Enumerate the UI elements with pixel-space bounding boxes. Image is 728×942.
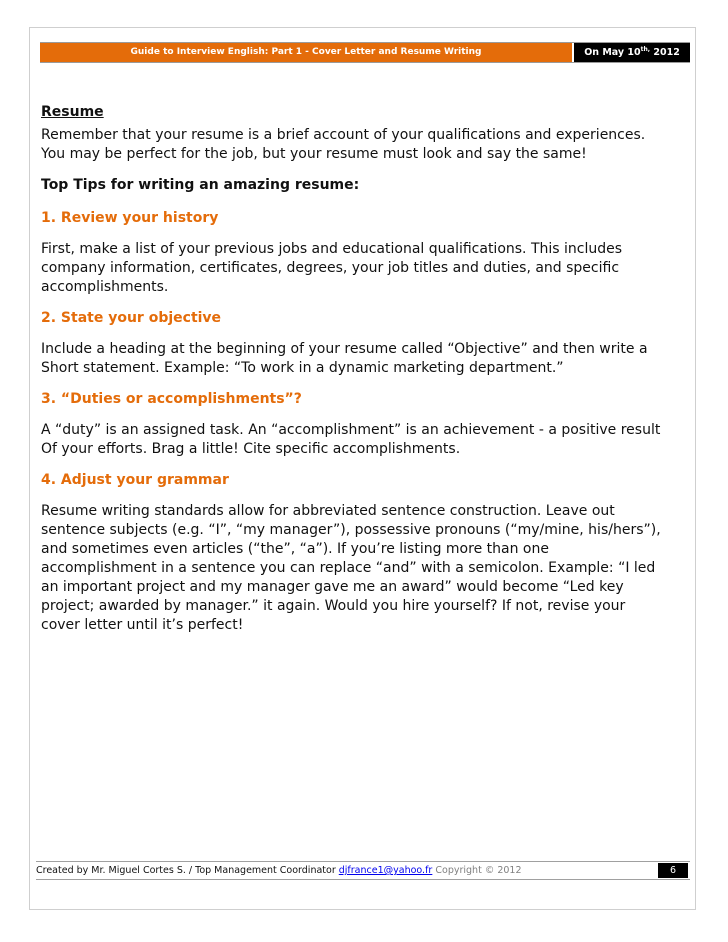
tip-title-4: 4. Adjust your grammar (41, 472, 229, 488)
tip-text-3: A “duty” is an assigned task. An “accomplishment” is an achievement - a positive result Of your efforts. Brag a little! Cite specific accomplishments. (41, 422, 661, 457)
header-bar (40, 42, 690, 63)
tip-text-1: First, make a list of your previous jobs and educational qualifications. This includes company information, certificates, degrees, your job titles and duties, and specific accomplishments. (41, 241, 623, 295)
page-number: 6 (658, 863, 688, 878)
header-date-year: 2012 (650, 47, 680, 58)
tip-title-1: 1. Review your history (41, 210, 219, 226)
header-date (574, 43, 690, 62)
tip-text-2: Include a heading at the beginning of your resume called “Objective” and then write a Short statement. Example: “To work in a dynamic marketing department.” (41, 341, 648, 376)
tips-title: Top Tips for writing an amazing resume: (41, 177, 360, 193)
footer-author: Created by Mr. Miguel Cortes S. / Top Management Coordinator (36, 865, 336, 876)
section-heading: Resume (41, 104, 104, 120)
footer-copyright: Copyright © 2012 (435, 865, 522, 876)
footer-email-link[interactable]: djfrance1@yahoo.fr (338, 865, 433, 876)
tip-title-3: 3. “Duties or accomplishments”? (41, 391, 302, 407)
intro-paragraph: Remember that your resume is a brief account of your qualifications and experiences. You may be perfect for the job, but your resume must look and say the same! (41, 127, 646, 162)
tip-title-2: 2. State your objective (41, 310, 222, 326)
page-footer (36, 861, 690, 880)
tip-text-4: Resume writing standards allow for abbreviated sentence construction. Leave out sentence subjects (e.g. “I”, “my manager”), possessive pronouns (“my/mine, his/hers”), and sometimes even articles (“the”, “a”). If you’re listing more than one accomplishment in a sentence you can replace “and” with a semicolon. Example: “I led an important project and my manager gave me an award” would become “Led key project; awarded by manager.” it again. Would you hire yourself? If not, revise your cover letter until it’s perfect! (41, 503, 661, 633)
document-body (41, 103, 691, 635)
header-date-prefix: On May 10 (584, 47, 641, 58)
header-date-suffix: th, (640, 46, 651, 53)
header-title: Guide to Interview English: Part 1 - Cover Letter and Resume Writing (40, 43, 572, 62)
